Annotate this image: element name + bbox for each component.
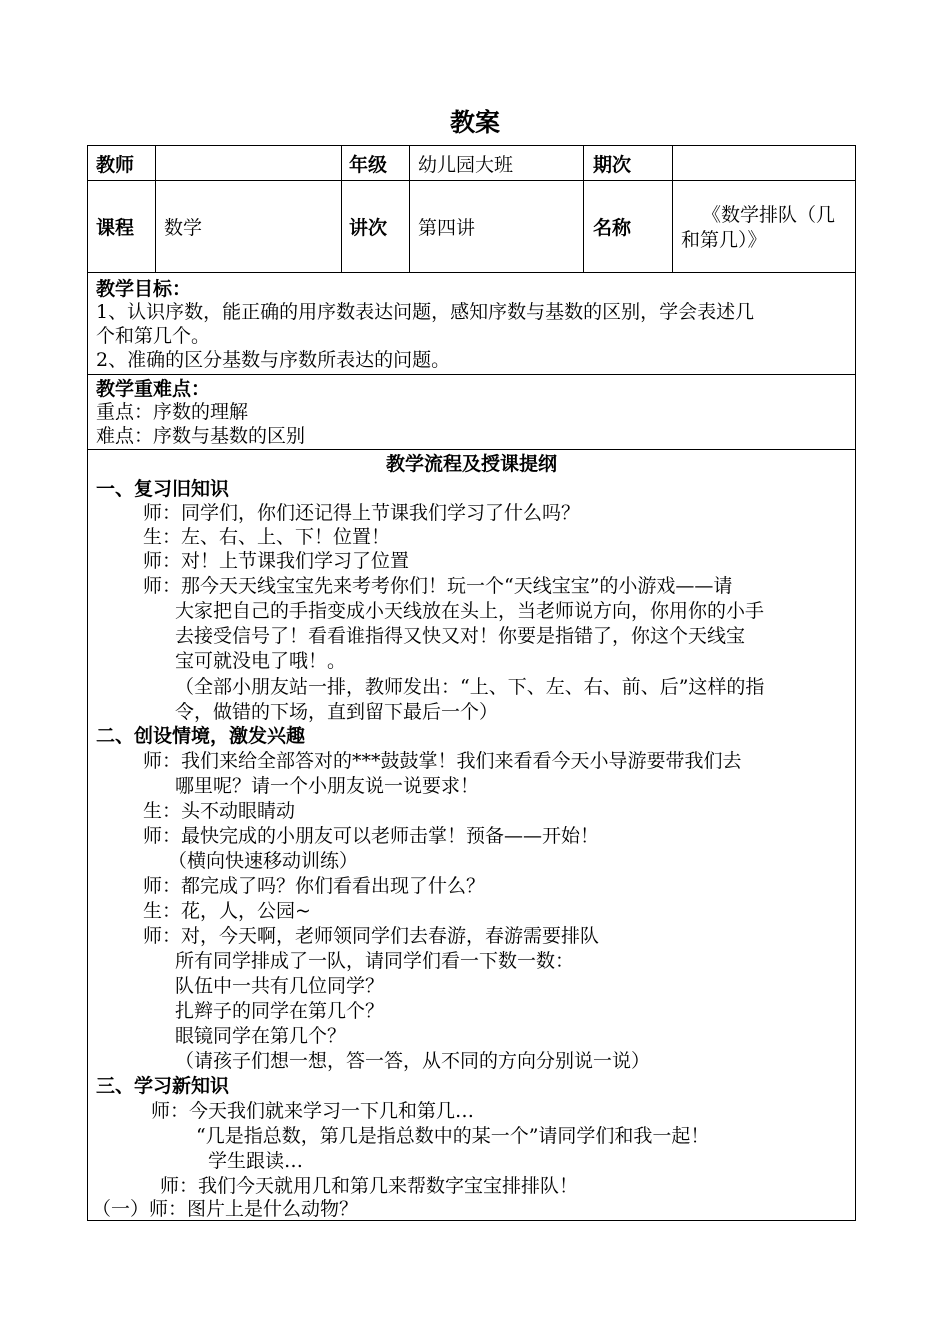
dialog-line: 生：左、右、上、下！位置！ — [143, 526, 391, 548]
dialog-line: 所有同学排成了一队，请同学们看一下数一数： — [175, 950, 575, 972]
dialog-line: 师：今天我们就来学习一下几和第几… — [151, 1100, 475, 1122]
col-divider — [672, 146, 673, 272]
goals-heading: 教学目标： — [96, 278, 192, 300]
dialog-line: 哪里呢？请一个小朋友说一说要求！ — [175, 775, 480, 797]
difficulties-line: 重点：序数的理解 — [96, 401, 249, 423]
flow-heading: 教学流程及授课提纲 — [385, 453, 557, 475]
section-title: 三、学习新知识 — [96, 1075, 230, 1097]
dialog-line: 师：对，今天啊，老师领同学们去春游，春游需要排队 — [143, 925, 600, 947]
section-title: 二、创设情境，激发兴趣 — [96, 725, 306, 747]
dialog-line: 生：头不动眼睛动 — [143, 800, 296, 822]
dialog-line: 师：同学们，你们还记得上节课我们学习了什么吗？ — [143, 502, 581, 524]
difficulties-line: 难点：序数与基数的区别 — [96, 425, 306, 447]
dialog-line: （全部小朋友站一排，教师发出：“上、下、左、右、前、后”这样的指 — [175, 676, 765, 698]
row-divider — [88, 449, 855, 450]
grade-label: 年级 — [349, 153, 388, 176]
goals-line: 2、准确的区分基数与序数所表达的问题。 — [96, 349, 451, 371]
dialog-line: 生：花，人，公园~ — [143, 900, 311, 922]
dialog-line: 学生跟读… — [208, 1150, 304, 1172]
dialog-line: 师：都完成了吗？你们看看出现了什么？ — [143, 875, 486, 897]
dialog-line: （横向快速移动训练） — [168, 850, 359, 872]
lecture-label: 讲次 — [349, 217, 388, 239]
dialog-line: 师：最快完成的小朋友可以老师击掌！预备——开始！ — [143, 825, 600, 847]
dialog-line: （一）师：图片上是什么动物？ — [92, 1198, 359, 1220]
dialog-line: 队伍中一共有几位同学？ — [175, 975, 385, 997]
dialog-line: 大家把自己的手指变成小天线放在头上，当老师说方向，你用你的小手 — [175, 600, 765, 622]
goals-line: 个和第几个。 — [96, 325, 211, 347]
dialog-line: 师：我们今天就用几和第几来帮数字宝宝排排队！ — [160, 1175, 579, 1197]
dialog-line: 去接受信号了！看看谁指得又快又对！你要是指错了，你这个天线宝 — [175, 625, 746, 647]
dialog-line: 宝可就没电了哦！。 — [175, 650, 347, 672]
dialog-line: 师：那今天天线宝宝先来考考你们！玩一个“天线宝宝”的小游戏——请 — [143, 575, 733, 597]
teacher-label: 教师 — [96, 153, 135, 176]
section-title: 一、复习旧知识 — [96, 478, 230, 500]
dialog-line: 令，做错的下场，直到留下最后一个） — [175, 701, 499, 723]
goals-line: 1、认识序数，能正确的用序数表达问题，感知序数与基数的区别，学会表述几 — [96, 301, 755, 323]
row-divider — [88, 374, 855, 375]
name-value-line2: 和第几）》 — [681, 229, 767, 251]
dialog-line: “几是指总数，第几是指总数中的某一个”请同学们和我一起！ — [196, 1125, 710, 1147]
dialog-line: 师：对！上节课我们学习了位置 — [143, 550, 410, 572]
name-label: 名称 — [593, 217, 632, 239]
col-divider — [409, 146, 410, 272]
lesson-plan-table — [87, 145, 856, 1221]
period-label: 期次 — [593, 153, 632, 176]
dialog-line: 眼镜同学在第几个？ — [175, 1025, 347, 1047]
row-divider — [88, 272, 855, 273]
col-divider — [341, 146, 342, 272]
difficulties-heading: 教学重难点： — [96, 378, 211, 400]
col-divider — [155, 146, 156, 272]
name-value-line1: 《数学排队（几 — [702, 204, 836, 226]
document-title: 教案 — [449, 108, 500, 137]
lecture-value: 第四讲 — [418, 217, 476, 239]
grade-value: 幼儿园大班 — [418, 153, 514, 176]
dialog-line: 师：我们来给全部答对的***鼓鼓掌！我们来看看今天小导游要带我们去 — [143, 750, 742, 772]
dialog-line: 扎辫子的同学在第几个？ — [175, 1000, 385, 1022]
col-divider — [583, 146, 584, 272]
dialog-line: （请孩子们想一想，答一答，从不同的方向分别说一说） — [175, 1050, 651, 1072]
course-value: 数学 — [164, 217, 203, 239]
course-label: 课程 — [96, 217, 135, 239]
